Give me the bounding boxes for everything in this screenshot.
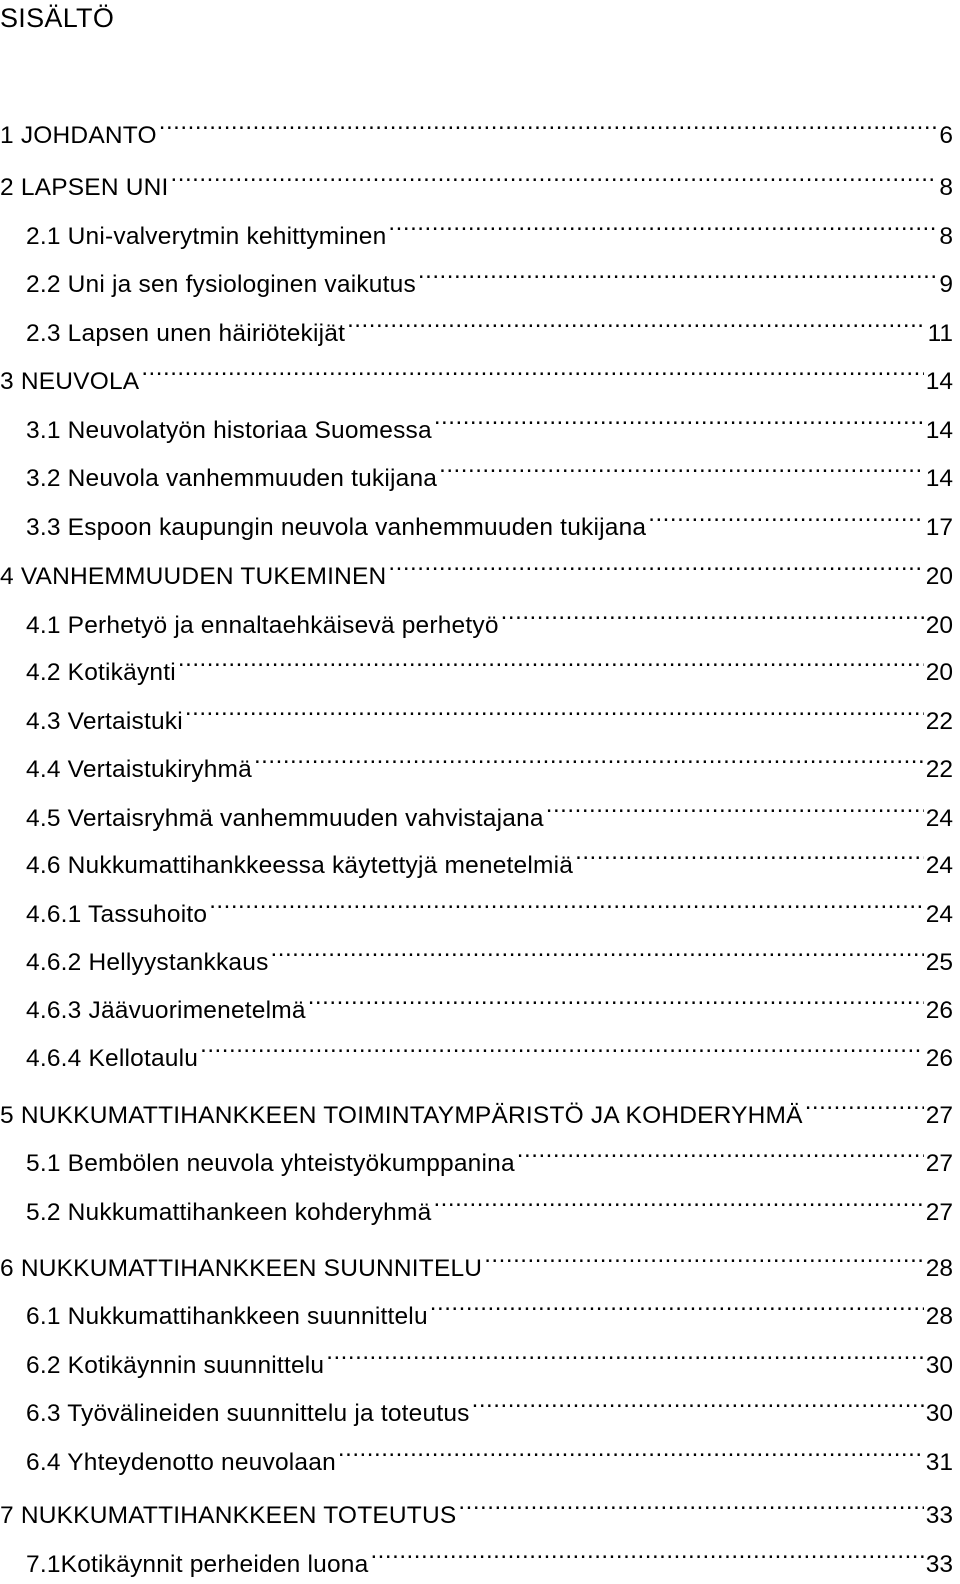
toc-entry-label: 5 NUKKUMATTIHANKKEEN TOIMINTAYMPÄRISTÖ JA KOHDERYHMÄ: [0, 1101, 803, 1129]
toc-entry[interactable]: [0, 1534, 953, 1578]
toc-entry-page-number: 25: [925, 949, 953, 977]
dot-leader: [517, 1133, 924, 1171]
toc-entry-page-number: 14: [925, 465, 953, 493]
dot-leader: [484, 1238, 924, 1276]
toc-entry-label: 6 NUKKUMATTIHANKKEEN SUUNNITELU: [0, 1254, 483, 1282]
toc-entry[interactable]: [0, 1238, 953, 1282]
toc-entry-page-number: 27: [925, 1198, 953, 1226]
toc-entry-page-number: 24: [925, 900, 953, 928]
toc-entry-page-number: 30: [925, 1351, 953, 1379]
toc-entry[interactable]: [0, 1485, 953, 1530]
toc-entry-label: 4.6.1 Tassuhoito: [26, 900, 208, 928]
toc-entry-label: 6.3 Työvälineiden suunnittelu ja toteutus: [26, 1400, 470, 1428]
toc-entry-label: 4.6.4 Kellotaulu: [26, 1045, 199, 1073]
toc-entry-page-number: 11: [927, 319, 953, 347]
dot-leader: [439, 448, 924, 486]
toc-entry-label: 5.2 Nukkumattihankeen kohderyhmä: [26, 1198, 432, 1226]
toc-entry[interactable]: [0, 1432, 953, 1476]
toc-entry[interactable]: [0, 739, 953, 784]
toc-entry-page-number: 22: [925, 707, 953, 735]
toc-entry-label: 4.4 Vertaistukiryhmä: [26, 756, 252, 784]
toc-entry-label: 4.5 Vertaisryhmä vanhemmuuden vahvistajana: [26, 804, 544, 832]
dot-leader: [430, 1286, 924, 1324]
dot-leader: [159, 105, 938, 143]
dot-leader: [388, 546, 923, 584]
toc-entry[interactable]: [0, 400, 953, 444]
toc-entry[interactable]: [0, 105, 953, 149]
toc-entry[interactable]: [0, 1085, 953, 1129]
toc-entry-label: 4.6.2 Hellyystankkaus: [26, 949, 269, 977]
toc-entry-page-number: 14: [925, 416, 953, 444]
toc-entry[interactable]: [0, 835, 953, 880]
toc-entry-label: 7.1Kotikäynnit perheiden luona: [26, 1551, 369, 1578]
toc-entry-label: 4 VANHEMMUUDEN TUKEMINEN: [0, 563, 387, 590]
toc-entry-page-number: 8: [939, 174, 953, 202]
dot-leader: [347, 303, 925, 341]
dot-leader: [472, 1383, 924, 1421]
dot-leader: [805, 1085, 924, 1123]
dot-leader: [501, 595, 924, 633]
dot-leader: [418, 254, 937, 292]
toc-entry[interactable]: [0, 788, 953, 832]
dot-leader: [338, 1432, 924, 1470]
toc-entry-page-number: 31: [925, 1448, 953, 1476]
toc-entry-page-number: 28: [925, 1254, 953, 1282]
dot-leader: [648, 497, 924, 535]
toc-entry[interactable]: [0, 884, 953, 928]
toc-entry-page-number: 30: [925, 1400, 953, 1428]
toc-entry[interactable]: [0, 254, 953, 299]
toc-entry-label: 5.1 Bembölen neuvola yhteistyökumppanina: [26, 1150, 515, 1178]
toc-entry-page-number: 24: [925, 852, 953, 880]
dot-leader: [254, 739, 924, 777]
toc-entry[interactable]: [0, 206, 953, 250]
dot-leader: [271, 932, 924, 970]
toc-entry-page-number: 20: [925, 659, 953, 687]
dot-leader: [388, 206, 937, 244]
toc-entry-label: 2.3 Lapsen unen häiriötekijät: [26, 319, 346, 347]
toc-entry[interactable]: [0, 691, 953, 735]
dot-leader: [458, 1485, 923, 1523]
toc-entry-label: 6.2 Kotikäynnin suunnittelu: [26, 1351, 325, 1379]
toc-entry[interactable]: [0, 1335, 953, 1379]
toc-entry-label: 6.1 Nukkumattihankkeen suunnittelu: [26, 1303, 428, 1331]
dot-leader: [185, 691, 924, 729]
toc-entry-label: 2.2 Uni ja sen fysiologinen vaikutus: [26, 271, 416, 299]
toc-entry-page-number: 27: [925, 1150, 953, 1178]
toc-entry-label: 3.3 Espoon kaupungin neuvola vanhemmuuden tukijana: [26, 513, 647, 541]
toc-entry-page-number: 17: [925, 513, 953, 541]
toc-entry-label: 7 NUKKUMATTIHANKKEEN TOTEUTUS: [0, 1502, 457, 1530]
toc-entry-page-number: 24: [925, 804, 953, 832]
toc-entry-label: 6.4 Yhteydenotto neuvolaan: [26, 1448, 336, 1476]
dot-leader: [171, 157, 938, 195]
toc-entry-page-number: 33: [925, 1502, 953, 1530]
toc-entry[interactable]: [0, 157, 953, 202]
toc-entry-label: 2.1 Uni-valverytmin kehittyminen: [26, 222, 387, 250]
toc-entry-label: 4.6.3 Jäävuorimenetelmä: [26, 996, 306, 1024]
toc-entry-page-number: 27: [925, 1101, 953, 1129]
toc-entry-page-number: 33: [925, 1551, 953, 1578]
toc-entry-label: 1 JOHDANTO: [0, 122, 157, 149]
dot-leader: [178, 642, 924, 680]
toc-entry[interactable]: [0, 595, 953, 639]
dot-leader: [141, 351, 923, 389]
toc-entry[interactable]: [0, 642, 953, 687]
toc-entry-page-number: 28: [925, 1303, 953, 1331]
toc-entry[interactable]: [0, 303, 953, 347]
toc-entry[interactable]: [0, 1133, 953, 1178]
dot-leader: [433, 1182, 923, 1220]
dot-leader: [546, 788, 924, 826]
toc-entry-page-number: 22: [925, 756, 953, 784]
toc-title: SISÄLTÖ: [0, 3, 115, 33]
toc-entry[interactable]: [0, 351, 953, 396]
toc-entry-label: 4.3 Vertaistuki: [26, 707, 183, 735]
toc-entry[interactable]: [0, 546, 953, 590]
toc-entry-label: 2 LAPSEN UNI: [0, 174, 169, 202]
toc-entry-label: 3.2 Neuvola vanhemmuuden tukijana: [26, 465, 438, 493]
dot-leader: [575, 835, 924, 873]
dot-leader: [370, 1534, 923, 1572]
toc-entry-label: 4.2 Kotikäynti: [26, 659, 176, 687]
toc-entry[interactable]: [0, 980, 953, 1024]
toc-entry[interactable]: [0, 1028, 953, 1073]
toc-entry-page-number: 26: [925, 996, 953, 1024]
dot-leader: [434, 400, 924, 438]
toc-entry-label: 3.1 Neuvolatyön historiaa Suomessa: [26, 416, 432, 444]
toc-entry[interactable]: [0, 448, 953, 493]
toc-entry[interactable]: [0, 497, 953, 541]
toc-entry-label: 3 NEUVOLA: [0, 368, 140, 396]
dot-leader: [200, 1028, 924, 1066]
toc-entry-page-number: 8: [939, 222, 953, 250]
toc-entry[interactable]: [0, 1182, 953, 1226]
toc-entry[interactable]: [0, 932, 953, 977]
toc-entry[interactable]: [0, 1286, 953, 1331]
toc-entry-page-number: 9: [939, 271, 953, 299]
toc-entry-page-number: 26: [925, 1045, 953, 1073]
toc-entry-label: 4.1 Perhetyö ja ennaltaehkäisevä perhetyö: [26, 611, 499, 639]
toc-entry-label: 4.6 Nukkumattihankkeessa käytettyjä menetelmiä: [26, 852, 574, 880]
toc-entry-page-number: 6: [939, 122, 953, 149]
toc-entry-page-number: 14: [925, 368, 953, 396]
dot-leader: [209, 884, 924, 922]
toc-entry[interactable]: [0, 1383, 953, 1428]
toc-entry-page-number: 20: [925, 563, 953, 590]
toc-entry-page-number: 20: [925, 611, 953, 639]
dot-leader: [308, 980, 924, 1018]
dot-leader: [326, 1335, 923, 1373]
